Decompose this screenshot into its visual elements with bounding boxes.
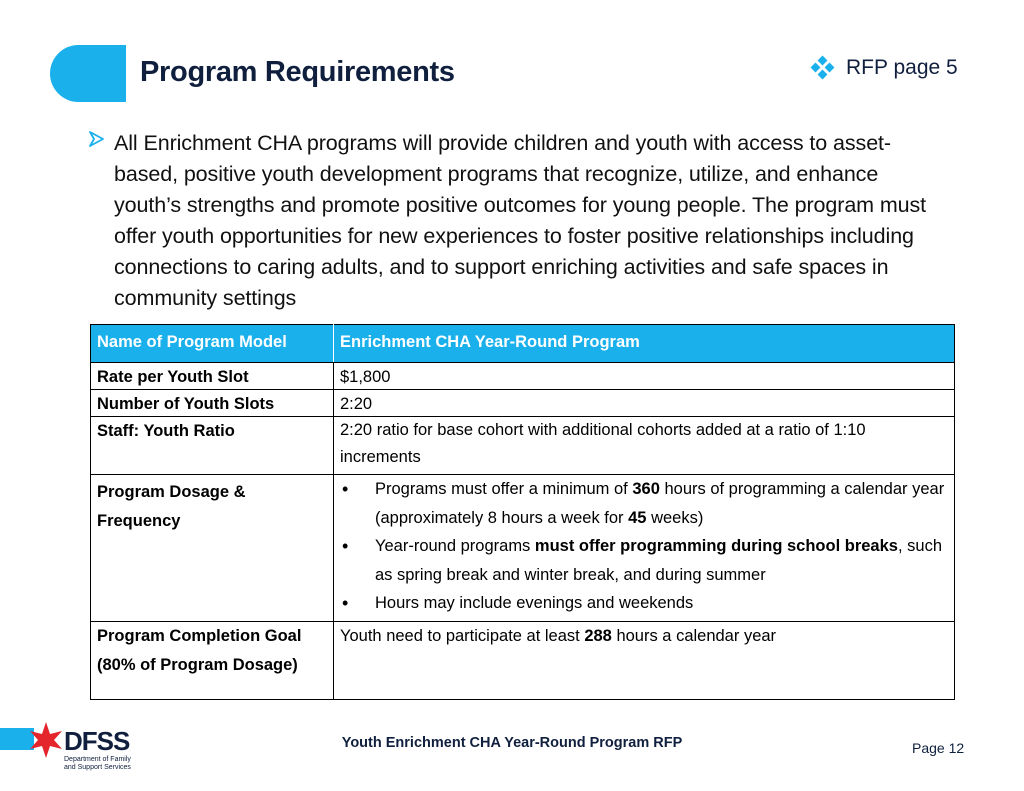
arrow-bullet-icon [88,128,114,314]
slots-label: Number of Youth Slots [91,390,334,417]
rate-value: $1,800 [334,363,955,390]
table-row [91,417,955,475]
ratio-value: 2:20 ratio for base cohort with additional cohorts added at a ratio of 1:10 increments [334,417,955,475]
ratio-label: Staff: Youth Ratio [91,417,334,475]
table-row [91,621,955,699]
rfp-reference [812,56,958,80]
program-requirements-table [90,324,955,700]
svg-text:and Support Services: and Support Services [64,764,131,771]
rfp-reference-text: RFP page 5 [846,56,958,79]
svg-text:Department of Family: Department of Family [64,756,131,763]
dosage-value [334,475,955,622]
page-number: Page 12 [912,740,965,756]
dosage-label: Program Dosage & Frequency [91,475,334,622]
table-row [91,475,955,622]
list-item: • Hours may include evenings and weekends [340,589,948,618]
list-item: • Programs must offer a minimum of 360 hours of programming a calendar year (approximately 8 hours a week for 45 weeks) [340,475,948,532]
header-value: Enrichment CHA Year-Round Program [334,325,955,363]
page-title: Program Requirements [140,56,455,88]
completion-value: Youth need to participate at least 288 hours a calendar year [334,621,955,699]
table-header-row [91,325,955,363]
rate-label: Rate per Youth Slot [91,363,334,390]
title-accent-shape [50,45,126,102]
intro-text: All Enrichment CHA programs will provide children and youth with access to asset-based, positive youth development programs that recognize, utilize, and enhance youth’s strengths and promote positive outcomes for young people. The program must offer youth opportunities for new experiences to foster positive relationships including connections to caring adults, and to support enriching activities and safe spaces in community settings [114,131,927,310]
dosage-list [340,475,948,618]
svg-text:DFSS: DFSS [64,726,130,756]
table-row [91,363,955,390]
completion-label: Program Completion Goal (80% of Program Dosage) [91,621,334,699]
table-row [91,390,955,417]
intro-bullet [88,128,948,314]
list-item: • Year-round programs must offer programming during school breaks, such as spring break and winter break, and during summer [340,532,948,589]
header-label: Name of Program Model [91,325,334,363]
footer-title: Youth Enrichment CHA Year-Round Program RFP [341,735,683,751]
slots-value: 2:20 [334,390,955,417]
four-diamond-bullet-icon [812,57,834,79]
